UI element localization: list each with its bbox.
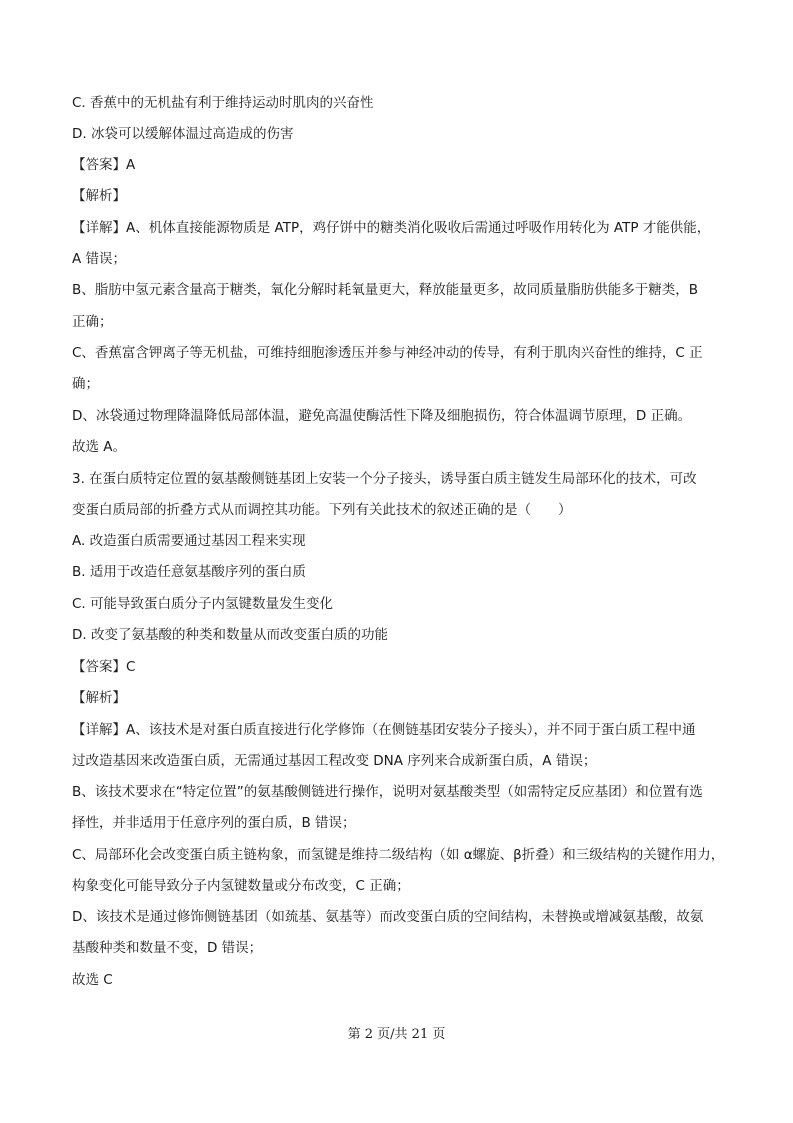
text-line: 【答案】C	[72, 659, 136, 675]
text-line: 【答案】A	[72, 157, 136, 173]
text-line: C、香蕉富含钾离子等无机盐，可维持细胞渗透压并参与神经冲动的传导，有利于肌肉兴奋性的维持，C 正	[72, 345, 703, 361]
text-line: 【详解】A、该技术是对蛋白质直接进行化学修饰（在侧链基团安装分子接头），并不同于蛋白质工程中通	[72, 722, 696, 738]
text-line: 【解析】	[72, 690, 126, 706]
text-line: 【解析】	[72, 188, 126, 204]
text-line: 【详解】A、机体直接能源物质是 ATP，鸡仔饼中的糖类消化吸收后需通过呼吸作用转化为 ATP 才能供能，	[72, 220, 711, 236]
text-line: D. 冰袋可以缓解体温过高造成的伤害	[72, 126, 294, 142]
text-line: 构象变化可能导致分子内氢键数量或分布改变，C 正确；	[72, 878, 410, 894]
text-line: D、该技术是通过修饰侧链基团（如巯基、氨基等）而改变蛋白质的空间结构，未替换或增减氨基酸，故氨	[72, 909, 704, 925]
text-line: 正确；	[72, 314, 113, 330]
text-line: 3. 在蛋白质特定位置的氨基酸侧链基团上安装一个分子接头，诱导蛋白质主链发生局部环化的技术，可改	[72, 471, 697, 487]
text-line: A. 改造蛋白质需要通过基因工程来实现	[72, 533, 306, 549]
text-line: B. 适用于改造任意氨基酸序列的蛋白质	[72, 564, 306, 580]
text-line: D. 改变了氨基酸的种类和数量从而改变蛋白质的功能	[72, 627, 388, 643]
text-line: 故选 A。	[72, 439, 127, 455]
text-line: 基酸种类和数量不变，D 错误；	[72, 940, 263, 956]
text-line: C. 香蕉中的无机盐有利于维持运动时肌肉的兴奋性	[72, 95, 374, 111]
page-number: 第 2 页/共 21 页	[347, 1027, 446, 1042]
text-line: D、冰袋通过物理降温降低局部体温，避免高温使酶活性下降及细胞损伤，符合体温调节原理，D 正确。	[72, 408, 692, 424]
text-line: B、脂肪中氢元素含量高于糖类，氧化分解时耗氧量更大，释放能量更多，故同质量脂肪供能多于糖类，B	[72, 282, 699, 298]
text-line: C、局部环化会改变蛋白质主链构象，而氢键是维持二级结构（如 α螺旋、β折叠）和三级结构的关键作用力，	[72, 847, 725, 863]
text-line: 变蛋白质局部的折叠方式从而调控其功能。下列有关此技术的叙述正确的是（ ）	[72, 502, 572, 518]
text-line: 故选 C	[72, 972, 113, 988]
text-line: C. 可能导致蛋白质分子内氢键数量发生变化	[72, 596, 334, 612]
text-line: 择性，并非适用于任意序列的蛋白质，B 错误；	[72, 815, 356, 831]
text-line: 确；	[72, 376, 99, 392]
text-line: 过改造基因来改造蛋白质，无需通过基因工程改变 DNA 序列来合成新蛋白质，A 错误；	[72, 753, 597, 769]
text-line: A 错误；	[72, 251, 127, 267]
text-line: B、该技术要求在“特定位置”的氨基酸侧链进行操作，说明对氨基酸类型（如需特定反应基团）和位置有选	[72, 784, 703, 800]
